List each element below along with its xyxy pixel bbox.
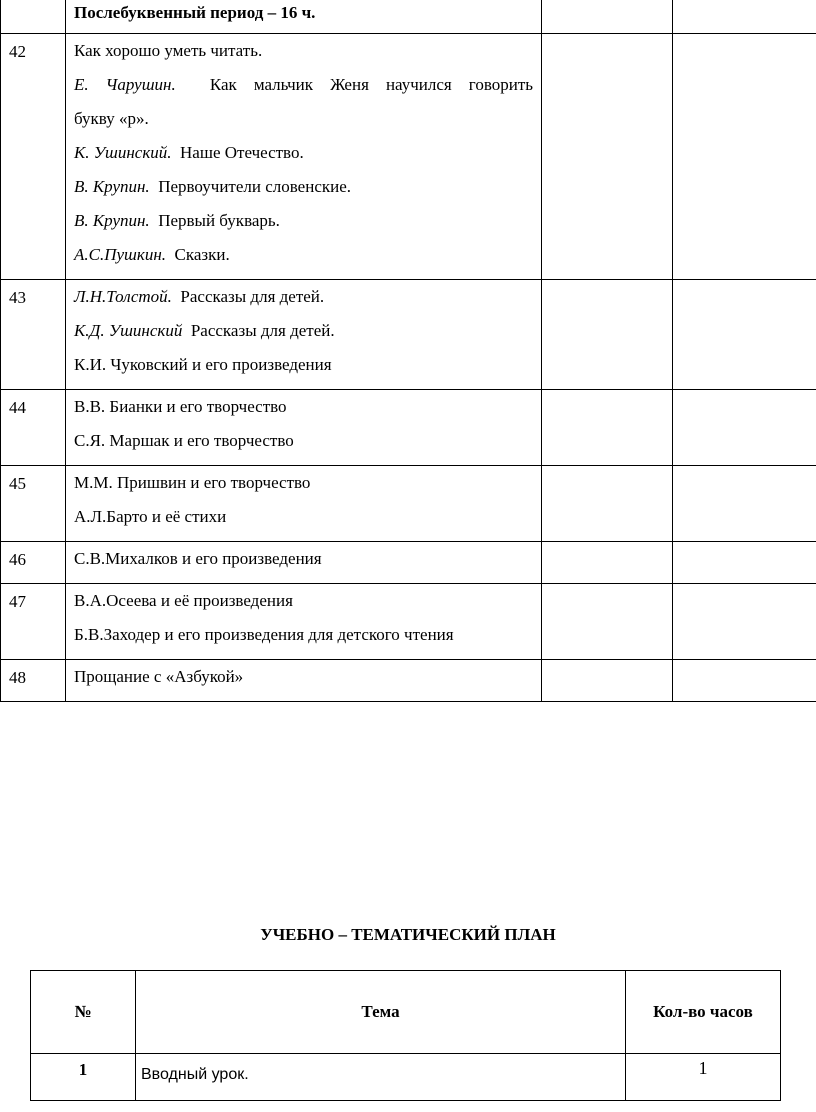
lesson-line <box>74 549 533 583</box>
lesson-line <box>74 41 533 75</box>
lesson-number: 45 <box>1 466 66 542</box>
lesson-title: Первоучители словенские. <box>158 177 352 196</box>
lesson-title: Первый букварь. <box>158 211 280 230</box>
section-header-cell <box>66 0 542 34</box>
plan-table <box>30 970 781 1101</box>
lesson-content <box>66 34 542 280</box>
section-header-row <box>1 0 816 34</box>
lesson-title: Сказки. <box>174 245 230 264</box>
lesson-content <box>66 390 542 466</box>
lesson-title: Рассказы для детей. <box>190 321 335 340</box>
lesson-number: 47 <box>1 584 66 660</box>
lesson-line <box>74 625 533 659</box>
lesson-number: 48 <box>1 660 66 702</box>
plan-header-row <box>31 971 781 1054</box>
plan-header-hours: Кол-во часов <box>626 971 781 1054</box>
lesson-row <box>1 542 816 584</box>
lesson-author: К.Д. Ушинский <box>74 321 183 340</box>
plan-row <box>31 1054 781 1101</box>
lesson-title: К.И. Чуковский и его произведения <box>74 355 332 374</box>
plan-header-topic: Тема <box>136 971 626 1054</box>
lesson-title: Наше Отечество. <box>180 143 304 162</box>
lesson-row <box>1 584 816 660</box>
lesson-row <box>1 280 816 390</box>
lesson-title: С.В.Михалков и его произведения <box>74 549 322 568</box>
header-num-cell <box>1 0 66 34</box>
lesson-row <box>1 34 816 280</box>
plan-header-num: № <box>31 971 136 1054</box>
lesson-author: Е. Чарушин. <box>74 75 176 94</box>
lesson-content <box>66 542 542 584</box>
date-cell <box>542 542 673 584</box>
note-cell <box>673 34 816 280</box>
lesson-row <box>1 466 816 542</box>
date-cell <box>542 584 673 660</box>
lesson-number: 42 <box>1 34 66 280</box>
lesson-line <box>74 355 533 389</box>
plan-title: УЧЕБНО – ТЕМАТИЧЕСКИЙ ПЛАН <box>260 925 556 944</box>
date-cell <box>542 660 673 702</box>
lesson-title: Прощание с «Азбукой» <box>74 667 244 686</box>
date-cell <box>542 390 673 466</box>
lesson-content <box>66 280 542 390</box>
lesson-title: букву «р». <box>74 109 149 128</box>
lesson-title: Как мальчик Женя научился говорить <box>209 75 534 94</box>
lesson-title: М.М. Пришвин и его творчество <box>74 473 311 492</box>
date-cell <box>542 466 673 542</box>
plan-row-topic: Вводный урок. <box>136 1054 626 1101</box>
note-cell <box>673 280 816 390</box>
lesson-line <box>74 321 533 355</box>
lesson-author: А.С.Пушкин. <box>74 245 167 264</box>
plan-row-num: 1 <box>31 1054 136 1101</box>
lesson-content <box>66 466 542 542</box>
section-header: Послебуквенный период – 16 ч. <box>74 3 316 22</box>
lesson-line <box>74 109 533 143</box>
lesson-author: К. Ушинский. <box>74 143 172 162</box>
lesson-author: В. Крупин. <box>74 211 150 230</box>
lesson-author: В. Крупин. <box>74 177 150 196</box>
lesson-content <box>66 584 542 660</box>
lesson-title: Как хорошо уметь читать. <box>74 41 263 60</box>
lesson-line <box>74 431 533 465</box>
lesson-line <box>74 287 533 321</box>
lesson-title: А.Л.Барто и её стихи <box>74 507 227 526</box>
lesson-title: В.А.Осеева и её произведения <box>74 591 293 610</box>
lesson-line <box>74 211 533 245</box>
lesson-line <box>74 397 533 431</box>
lesson-content <box>66 660 542 702</box>
lesson-line <box>74 177 533 211</box>
lesson-row <box>1 660 816 702</box>
lesson-row <box>1 390 816 466</box>
note-cell <box>673 542 816 584</box>
note-cell <box>673 390 816 466</box>
lesson-line <box>74 507 533 541</box>
lesson-line <box>74 473 533 507</box>
lesson-title: В.В. Бианки и его творчество <box>74 397 287 416</box>
lesson-line <box>74 667 533 701</box>
lesson-number: 43 <box>1 280 66 390</box>
lesson-line <box>74 75 533 109</box>
lesson-author: Л.Н.Толстой. <box>74 287 172 306</box>
note-cell <box>673 466 816 542</box>
note-cell <box>673 660 816 702</box>
date-cell <box>542 0 673 34</box>
lesson-line <box>74 143 533 177</box>
lesson-title: Б.В.Заходер и его произведения для детского чтения <box>74 625 454 644</box>
lesson-line <box>74 245 533 279</box>
date-cell <box>542 34 673 280</box>
date-cell <box>542 280 673 390</box>
lesson-line <box>74 591 533 625</box>
note-cell <box>673 0 816 34</box>
note-cell <box>673 584 816 660</box>
lesson-title: Рассказы для детей. <box>180 287 325 306</box>
plan-row-hours: 1 <box>626 1054 781 1101</box>
lesson-number: 46 <box>1 542 66 584</box>
lesson-title: С.Я. Маршак и его творчество <box>74 431 294 450</box>
lesson-number: 44 <box>1 390 66 466</box>
